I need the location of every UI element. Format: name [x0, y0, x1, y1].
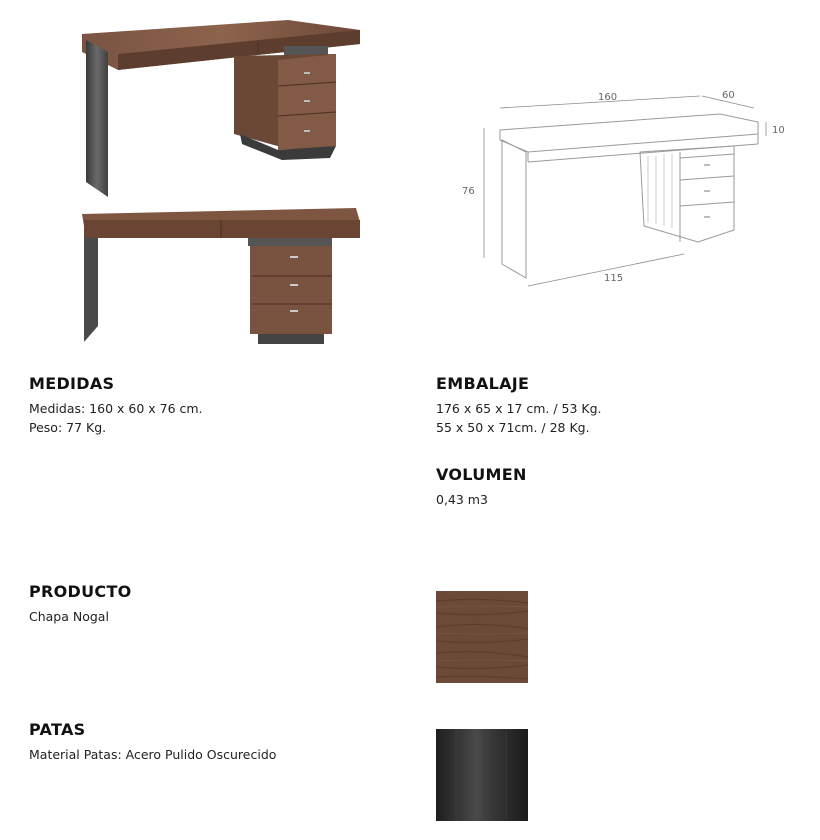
- producto-section: [29, 582, 132, 626]
- dim-leg-span: 115: [604, 273, 624, 284]
- dimension-diagram: [462, 82, 800, 292]
- desk-photo-front: [78, 200, 368, 350]
- dim-height: 76: [462, 186, 475, 197]
- volumen-heading: VOLUMEN: [436, 465, 527, 484]
- volumen-value: 0,43 m3: [436, 492, 488, 507]
- dim-depth: 60: [722, 90, 735, 101]
- medidas-section: [29, 374, 203, 437]
- patas-value: Material Patas: Acero Pulido Oscurecido: [29, 747, 277, 762]
- patas-heading: PATAS: [29, 720, 86, 739]
- embalaje-line: 55 x 50 x 71cm. / 28 Kg.: [436, 420, 590, 435]
- dark-steel-swatch: [436, 729, 528, 821]
- desk-photo-angled: [78, 12, 368, 202]
- embalaje-line: 176 x 65 x 17 cm. / 53 Kg.: [436, 401, 602, 416]
- embalaje-section: [436, 374, 602, 437]
- walnut-veneer-swatch: [436, 591, 528, 683]
- patas-section: [29, 720, 276, 764]
- medidas-line: Medidas: 160 x 60 x 76 cm.: [29, 401, 203, 416]
- dim-width: 160: [598, 92, 618, 103]
- volumen-section: [436, 465, 527, 509]
- medidas-heading: MEDIDAS: [29, 374, 115, 393]
- producto-heading: PRODUCTO: [29, 582, 132, 601]
- medidas-line: Peso: 77 Kg.: [29, 420, 107, 435]
- producto-value: Chapa Nogal: [29, 609, 109, 624]
- embalaje-heading: EMBALAJE: [436, 374, 530, 393]
- dim-top-thickness: 10: [772, 125, 785, 136]
